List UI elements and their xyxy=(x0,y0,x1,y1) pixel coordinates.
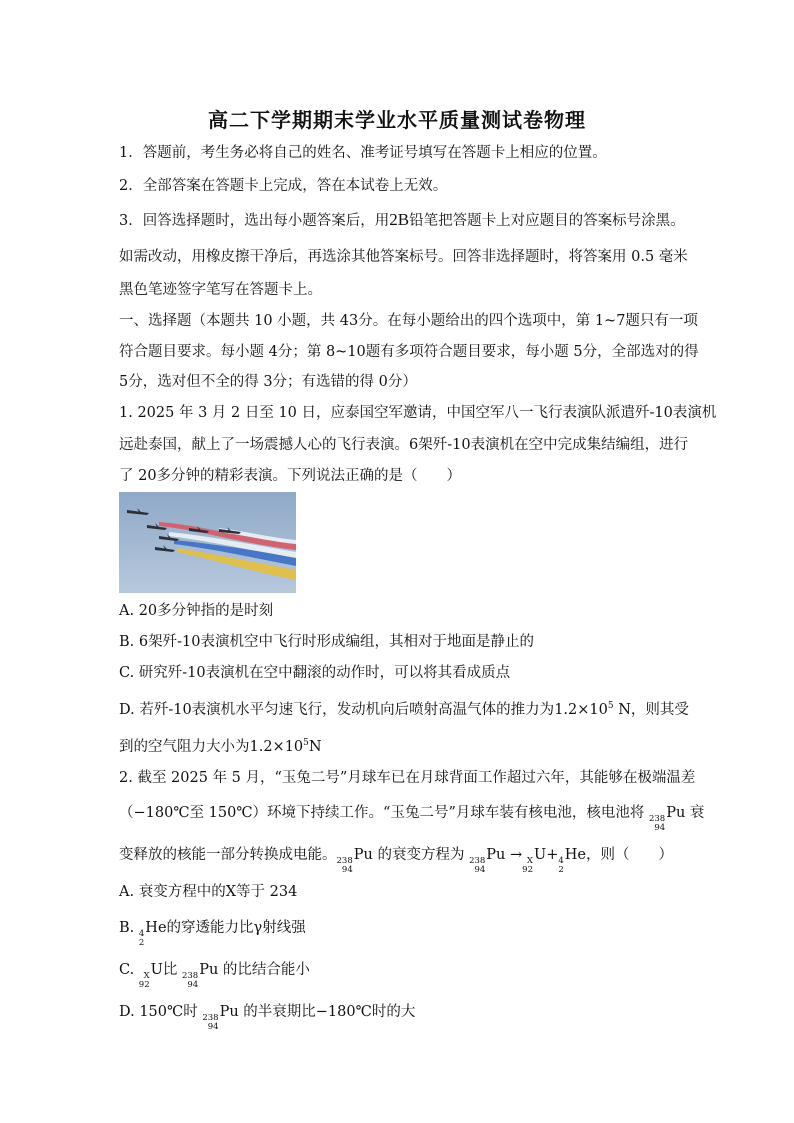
section-heading-line-3: 5分，选对但不全的得 3分；有选错的得 0分） xyxy=(119,374,417,390)
note-3-line-3: 黑色笔迹签字笔写在答题卡上。 xyxy=(119,282,322,298)
q1-option-d xyxy=(119,700,689,720)
isotope-pu: 238 94 xyxy=(181,971,199,990)
q1-option-d-value: 1.2×10 xyxy=(554,702,608,718)
note-3-post: 铅笔把答题卡上对应题目的答案标号涂黑。 xyxy=(409,213,685,229)
q2-option-d xyxy=(119,1002,415,1032)
isotope-u: X 92 xyxy=(522,856,533,875)
q1-option-d-line-2-pre: 到的空气阻力大小为 xyxy=(119,739,250,755)
q2-option-b-pre: B. xyxy=(119,920,139,936)
isotope-pu: 238 94 xyxy=(648,814,666,833)
isotope-he: 4 2 xyxy=(558,856,564,875)
isotope-pu: 238 94 xyxy=(202,1013,219,1032)
q2-option-d-post: Pu 的半衰期比−180℃时的大 xyxy=(219,1004,416,1020)
q2-stem-line-2 xyxy=(119,803,704,833)
note-3-2b: 2B xyxy=(389,210,410,229)
q2-option-b-post: He的穿透能力比γ射线强 xyxy=(145,920,306,936)
q2-stem-line-2-pre: （−180℃至 150℃）环境下持续工作。“玉兔二号”月球车装有核电池，核电池将 xyxy=(119,805,649,821)
q1-option-d-line-2-exponent: 5 xyxy=(303,738,309,748)
q2-stem-line-1: 2. 截至 2025 年 5 月，“玉兔二号”月球车已在月球背面工作超过六年，其能够在极端温差 xyxy=(119,770,696,786)
note-3-line-2: 如需改动，用橡皮擦干净后，再选涂其他答案标号。回答非选择题时，将答案用 0.5 毫米 xyxy=(119,249,688,265)
isotope-pu: 238 94 xyxy=(469,856,486,875)
q2-stem-line-2-post: Pu 衰 xyxy=(666,805,705,821)
note-3-pre: 3．回答选择题时，选出每小题答案后，用 xyxy=(119,213,390,229)
q2-option-c-post: Pu 的比结合能小 xyxy=(199,962,310,978)
q2-stem-line-3-he: He，则（ ） xyxy=(564,847,674,863)
q2-option-a: A. 衰变方程中的X等于 234 xyxy=(119,884,298,900)
q2-stem-line-3-mid: Pu 的衰变方程为 xyxy=(353,847,470,863)
q2-option-c-pre: C. xyxy=(119,962,139,978)
isotope-he: 4 2 xyxy=(138,929,145,948)
q2-stem-line-3-u: U+ xyxy=(533,847,559,863)
section-heading-line-1: 一、选择题（本题共 10 小题，共 43分。在每小题给出的四个选项中，第 1~7题只有一项 xyxy=(119,313,698,329)
note-2: 2．全部答案在答题卡上完成，答在本试卷上无效。 xyxy=(119,178,448,194)
q1-option-d-line-2 xyxy=(119,737,322,757)
q2-option-d-pre: D. 150℃时 xyxy=(119,1004,203,1020)
q1-stem-line-2: 远赴泰国，献上了一场震撼人心的飞行表演。6架歼-10表演机在空中完成集结编组，进行 xyxy=(119,437,689,453)
q2-stem-line-3 xyxy=(119,845,673,875)
note-3 xyxy=(119,210,685,231)
q1-option-b: B. 6架歼-10表演机空中飞行时形成编组，其相对于地面是静止的 xyxy=(119,634,534,650)
q1-option-d-pre: D. 若歼-10表演机水平匀速飞行，发动机向后喷射高温气体的推力为 xyxy=(119,702,555,718)
q1-stem-line-3: 了 20多分钟的精彩表演。下列说法正确的是（ ） xyxy=(119,468,462,484)
q1-option-d-unit: N，则其受 xyxy=(613,702,689,718)
note-1: 1．答题前，考生务必将自己的姓名、准考证号填写在答题卡上相应的位置。 xyxy=(119,145,607,161)
q2-option-c-mid: U比 xyxy=(150,962,182,978)
q2-stem-line-3-arrow: Pu → xyxy=(486,847,523,863)
q1-option-a: A. 20多分钟指的是时刻 xyxy=(119,603,274,619)
isotope-pu: 238 94 xyxy=(336,856,353,875)
q1-option-c: C. 研究歼-10表演机在空中翻滚的动作时，可以将其看成质点 xyxy=(119,665,511,681)
jet-formation-photo xyxy=(119,492,296,593)
q1-option-d-line-2-value: 1.2×10 xyxy=(249,739,304,755)
page-title: 高二下学期期末学业水平质量测试卷物理 xyxy=(208,108,586,132)
q2-option-c xyxy=(119,960,310,990)
q2-stem-line-3-pre: 变释放的核能一部分转换成电能。 xyxy=(119,847,337,863)
section-heading-line-2: 符合题目要求。每小题 4分；第 8~10题有多项符合题目要求，每小题 5分，全部选对的得 xyxy=(119,344,699,360)
q1-stem-line-1: 1. 2025 年 3 月 2 日至 10 日，应泰国空军邀请，中国空军八一飞行表演队派遣歼-10表演机 xyxy=(119,405,717,421)
q1-option-d-exponent: 5 xyxy=(607,701,614,711)
q1-option-d-line-2-unit: N xyxy=(308,739,322,755)
isotope-u: X 92 xyxy=(138,971,150,990)
q2-option-b xyxy=(119,918,306,948)
